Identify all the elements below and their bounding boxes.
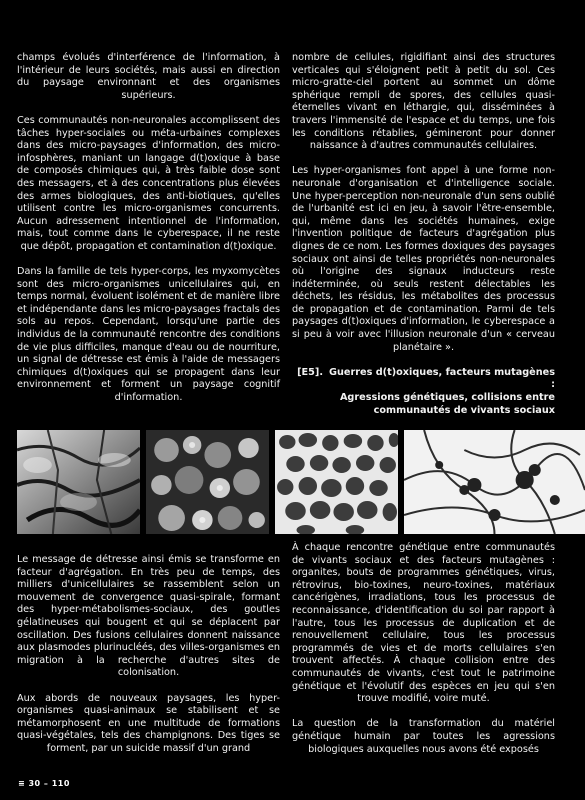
fungal-network-texture-image <box>404 430 585 534</box>
page-folio: ≡ 30 – 110 <box>18 779 70 788</box>
cracked-mud-texture-image <box>17 430 140 534</box>
bottom-right-column <box>292 542 555 769</box>
paragraph: Dans la famille de tels hyper-corps, les myxomycètes sont des micro-organismes unicellulaires qui, en temps normal, évoluent isolément et de manière libre et indépendante dans les micro-paysages fractals des sols au repos. Cependant, lorsqu'une partie des individus de la communauté rencontre des conditions de vie plus difficiles, manque d'eau ou de nourriture, un signal de détresse est émis à l'aide de messagers chimiques d(t)oxiques qui se propagent dans leur environnement et forment un paysage cognitif d'information. <box>17 266 280 404</box>
top-right-column <box>292 52 555 417</box>
paragraph: champs évolués d'interférence de l'information, à l'intérieur de leurs sociétés, mais aussi en direction du paysage environnant et des organismes supérieurs. <box>17 52 280 101</box>
bottom-left-column <box>17 554 280 768</box>
cellular-honeycomb-texture-image <box>275 430 398 534</box>
paragraph: Aux abords de nouveaux paysages, les hyper-organismes quasi-animaux se stabilisent et se métamorphosent en une multitude de formations quasi-végétales, tels des champignons. Des tiges se forment, par un suicide massif d'un grand <box>17 692 280 754</box>
heading-line: communautés de vivants sociaux <box>373 404 555 416</box>
heading-line: Guerres d(t)oxiques, facteurs mutagènes : <box>329 366 555 391</box>
paragraph: Les hyper-organismes font appel à une forme non-neuronale d'organisation et d'intelligence sociale. Une hyper-perception non-neuronale d'un sens oublié de l'urbanité est ici en jeu, à savoir l'être-ensemble, qui, même dans les sociétés humaines, exige l'invention politique de facteurs d'agrégation plus dignes de ce nom. Les formes doxiques des paysages sociaux ont ainsi de telles propriétés non-neuronales où l'origine des signaux inducteurs reste indéterminée, où seuls restent délectables les déchets, les résidus, les métabolites des processus de propagation et de contamination. Parmi de tels paysages d(t)oxiques d'information, le cyberespace a si peu à voir avec l'illusion neuronale d'un « cerveau planétaire ». <box>292 165 555 353</box>
heading-line: Agressions génétiques, collisions entre <box>339 392 555 404</box>
paragraph: nombre de cellules, rigidifiant ainsi des structures verticales qui s'éloignent petit à petit du sol. Ces micro-gratte-ciel portent au sommet un dôme sphérique rempli de spores, des cellules quasi-éternelles vivant en léthargie, qui, disséminées à travers l'immensité de l'espace et du temps, une fois les conditions rétablies, gémineront pour donner naissance à d'autres communautés cellulaires. <box>292 52 555 152</box>
section-number: [E5]. <box>297 366 324 378</box>
paragraph: À chaque rencontre génétique entre communautés de vivants sociaux et des facteurs mutagènes : organites, bouts de programmes génétiques, virus, rétrovirus, bio-toxines, neuro-toxines, matériaux cancérigènes, irradiations, tous les processus de reconnaissance, d'identification du soi par rapport à l'autre, tous les processus de duplication et de renouvellement cellulaire, tous les processus programmés de vies et de morts cellulaires s'en trouvent affectés. À chaque collision entre des communautés de vivants, c'est tout le patrimoine génétique et l'évolutif des espèces en jeu qui s'en trouve modifié, voire muté. <box>292 542 555 705</box>
top-left-column <box>17 52 280 417</box>
photo-strip <box>17 430 585 534</box>
paragraph: Le message de détresse ainsi émis se transforme en facteur d'agrégation. En très peu de temps, des milliers d'unicellulaires se rassemblent selon un mouvement de convergence quasi-spirale, formant des hyper-métabolismes-sociaux, des goutles gélatineuses qui bougent et qui se déplacent par oscillation. Des fusions cellulaires donnent naissance aux plasmodes plurinucléés, des villes-organismes en migration à la recherche d'autres sites de colonisation. <box>17 554 280 679</box>
section-heading <box>292 367 555 417</box>
spore-cluster-texture-image <box>146 430 269 534</box>
paragraph: La question de la transformation du matériel génétique humain par toutes les agressions biologiques auxquelles nous avons été exposés <box>292 718 555 755</box>
paragraph: Ces communautés non-neuronales accomplissent des tâches hyper-sociales ou méta-urbaines complexes dans des micro-paysages d'information, des micro-infosphères, maniant un langage d(t)oxique à base de composés chimiques qui, à très faible dose sont des messagers, et à des concentrations plus élevées des armes biologiques, des anti-biotiques, qu'elles utilisent contre les micro-organismes concurrents. Aucun adressement intentionnel de l'information, mais, tout comme dans le cyberespace, il ne reste que dépôt, propagation et contamination d(t)oxique. <box>17 114 280 252</box>
